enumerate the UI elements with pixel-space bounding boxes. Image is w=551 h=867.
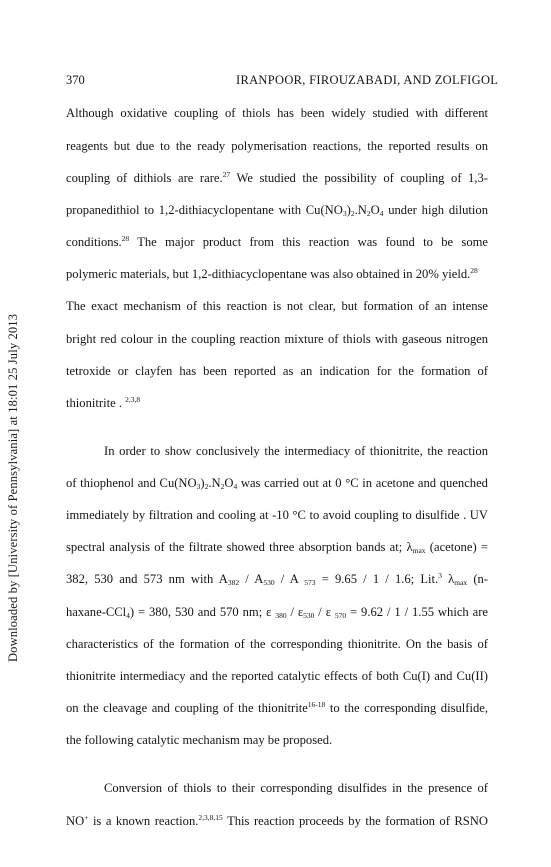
text-line: Although oxidative coupling of thiols has been widely studied with different [66, 106, 488, 120]
text-line: immediately by filtration and cooling at -10 °C to avoid coupling to disulfide . UV [66, 508, 488, 522]
text-line: Conversion of thiols to their corresponding disulfides in the presence of [104, 781, 488, 795]
text-line: The exact mechanism of this reaction is not clear, but formation of an intense [66, 299, 488, 313]
citation: 2,3,8,15 [198, 813, 223, 822]
citation: 27 [222, 170, 231, 179]
page-number: 370 [66, 73, 85, 87]
text-line: of thiophenol and $Cu(NO_3)_2.N_2O_4$ was carried out at 0 °C in acetone and quenched [66, 476, 488, 491]
citation: 2,3,8 [125, 395, 141, 404]
text-line: bright red colour in the coupling reaction mixture of thiols with gaseous nitrogen [66, 332, 488, 346]
citation: 28 [470, 266, 478, 275]
text-line: haxane-CCl$_4$) = 380, 530 and 570 nm; ε $_{380} / \varepsilon_{530}$ / ε $_{570}$ = 9.62 / 1 / 1.55 which are [66, 605, 488, 620]
text-line: 382, 530 and 573 nm with $A_{382} / A_{530}$ / A $_{573}$ = 9.65 / 1 / 1.6; Lit.$^3$ $\lambda_{max}$ (n- [66, 571, 489, 587]
text-line: tetroxide or clayfen has been reported as an indication for the formation of [66, 364, 488, 378]
text-line: thionitrite . $^{2,3,8}$ [66, 395, 141, 410]
text-line: In order to show conclusively the intermediacy of thionitrite, the reaction [104, 444, 488, 458]
citation: 16-18 [307, 700, 326, 709]
text-line: conditions.$^{28}$ The major product from this reaction was found to be some [66, 234, 488, 249]
text-line: propanedithiol to 1,2-dithiacyclopentane with $Cu(NO_3)_2.N_2O_4$ under high dilution [66, 203, 488, 218]
citation: 3 [438, 571, 442, 580]
text-line: on the cleavage and coupling of the thionitrite$^{16-18}$ to the corresponding disulfide, [66, 700, 489, 715]
running-head: IRANPOOR, FIROUZABADI, AND ZOLFIGOL [236, 73, 499, 87]
text-line: spectral analysis of the filtrate showed three absorption bands at; $\lambda_{max}$ (acetone) = [66, 540, 488, 555]
download-watermark: Downloaded by [University of Pennsylvania] at 18:01 25 July 2013 [6, 313, 20, 662]
text-line: polymeric materials, but 1,2-dithiacyclopentane was also obtained in 20% yield.$^{28}$ [66, 266, 478, 281]
text-line: coupling of dithiols are rare.$^{27}$ We studied the possibility of coupling of 1,3- [66, 170, 488, 185]
text-line: thionitrite intermediacy and the reported catalytic effects of both Cu(I) and Cu(II) [66, 669, 488, 683]
text-line: the following catalytic mechanism may be proposed. [66, 733, 333, 747]
citation: 28 [121, 234, 130, 243]
text-line: reagents but due to the ready polymerisation reactions, the reported results on [66, 139, 488, 153]
text-line: characteristics of the formation of the corresponding thionitrite. On the basis of [66, 637, 488, 651]
text-line: NO+ is a known reaction.$^{2,3,8,15}$ This reaction proceeds by the formation of RSNO [66, 813, 488, 828]
